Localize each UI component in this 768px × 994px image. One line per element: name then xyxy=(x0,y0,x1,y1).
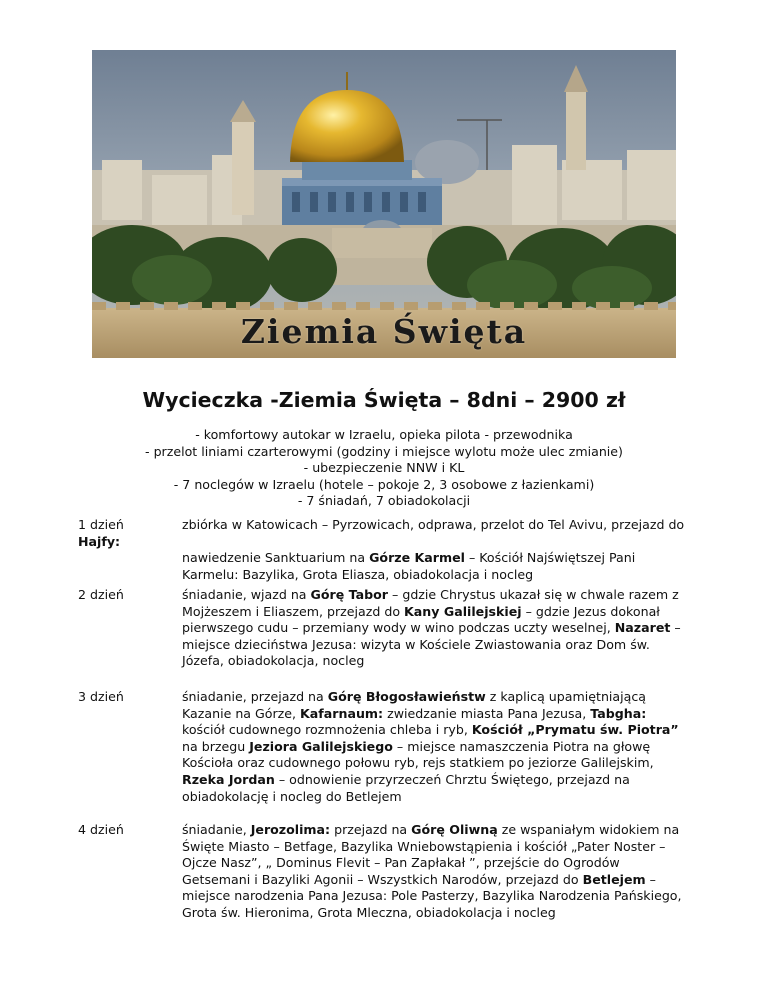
day-label: 2 dzień xyxy=(78,587,124,602)
text-run: – miejsce dzieciństwa Jezusa: wizyta w Kościele Zwiastowania oraz Dom św. Józefa, obiadokolacja, nocleg xyxy=(182,620,681,669)
text-run: nawiedzenie Sanktuarium na xyxy=(182,550,370,566)
bold-place-name: Jeziora Galilejskiego xyxy=(249,738,393,754)
day-description xyxy=(182,587,688,670)
text-run: – miejsce namaszczenia Piotra na głowę Kościoła oraz cudownego połowu ryb, rejs statkiem po jeziorze Galilejskim, xyxy=(182,738,654,771)
itinerary-day-1 xyxy=(78,517,688,583)
feature-item: - 7 noclegów w Izraelu (hotele – pokoje 2, 3 osobowe z łazienkami) xyxy=(173,476,595,492)
day-label: 3 dzień xyxy=(78,689,124,704)
bold-place-name: Górę Błogosławieństw xyxy=(327,689,486,704)
bold-place-name: Hajfy: xyxy=(78,533,121,549)
bold-place-name: Kany Galilejskiej xyxy=(404,603,522,619)
text-run: zwiedzanie miasta Pana Jezusa, xyxy=(383,705,591,721)
feature-item: - 7 śniadań, 7 obiadokolacji xyxy=(297,493,471,509)
day-label: 4 dzień xyxy=(78,822,124,837)
text-run: na brzegu xyxy=(182,738,250,754)
bold-place-name: Rzeka Jordan xyxy=(182,771,275,787)
text-run: z kaplicą upamiętniającą Kazanie na Górze, xyxy=(182,689,647,721)
itinerary-day-4 xyxy=(78,822,688,922)
day-description xyxy=(78,517,688,550)
hero-title: Ziemia Święta xyxy=(240,312,528,351)
bold-place-name: Górę Tabor xyxy=(310,587,389,602)
hero-image xyxy=(92,50,676,358)
text-run: – miejsce narodzenia Pana Jezusa: Pole Pasterzy, Bazylika Narodzenia Pańskiego, Grota św. Hieronima, Grota Mleczna, obiadokolacja i nocleg xyxy=(182,871,682,920)
included-features-list xyxy=(0,427,768,510)
bold-place-name: Tabgha: xyxy=(590,705,647,721)
text-run: śniadanie, przejazd na xyxy=(182,689,328,704)
text-run: ze wspaniałym widokiem na Święte Miasto – Betfage, Bazylika Wniebowstąpienia i kościół „Pater Noster – Ojcze Nasz”, „ Dominus Flevit – Pan Zapłakał ”, przejście do Ogrodów Getsemani i Bazyliki Agonii – Wszystkich Narodów, przejazd do xyxy=(182,822,680,887)
day-label: 1 dzień xyxy=(78,517,124,532)
text-run: – gdzie Jezus dokonał pierwszego cudu – przemiany wody w wino podczas uczty weselnej, xyxy=(182,603,660,636)
bold-place-name: Betlejem xyxy=(582,871,646,887)
text-run: – odnowienie przyrzeczeń Chrztu Świętego, przejazd na obiadokolację i nocleg do Betlejem xyxy=(182,771,630,804)
text-run: kościół cudownego rozmnożenia chleba i ryb, xyxy=(182,722,472,738)
text-run: śniadanie, xyxy=(182,822,251,837)
page-title: Wycieczka -Ziemia Święta – 8dni – 2900 zł xyxy=(142,388,626,412)
feature-item: - przelot liniami czarterowymi (godziny i miejsce wylotu może ulec zmianie) xyxy=(145,443,623,459)
itinerary-day-3 xyxy=(78,689,688,805)
bold-place-name: Kościół „Prymatu św. Piotra” xyxy=(471,722,679,738)
feature-item: - komfortowy autokar w Izraelu, opieka pilota - przewodnika xyxy=(195,427,573,442)
bold-place-name: Nazaret xyxy=(614,620,671,636)
bold-place-name: Górze Karmel xyxy=(369,550,465,566)
day-description xyxy=(182,822,688,922)
text-run: śniadanie, wjazd na xyxy=(182,587,311,602)
itinerary-day-2 xyxy=(78,587,688,670)
text-run: przejazd na xyxy=(330,822,412,837)
bold-place-name: Jerozolima: xyxy=(250,822,331,837)
day-description-continued xyxy=(182,550,688,583)
bold-place-name: Górę Oliwną xyxy=(411,822,498,837)
text-run: – gdzie Chrystus ukazał się w chwale razem z Mojżeszem i Eliaszem, przejazd do xyxy=(182,587,679,619)
bold-place-name: Kafarnaum: xyxy=(300,705,384,721)
feature-item: - ubezpieczenie NNW i KL xyxy=(303,460,465,476)
text-run: – Kościół Najświętszej Pani Karmelu: Bazylika, Grota Eliasza, obiadokolacja i nocleg xyxy=(182,550,636,582)
text-run: zbiórka w Katowicach – Pyrzowicach, odprawa, przelot do Tel Avivu, przejazd do xyxy=(182,517,685,532)
day-description xyxy=(182,689,688,805)
